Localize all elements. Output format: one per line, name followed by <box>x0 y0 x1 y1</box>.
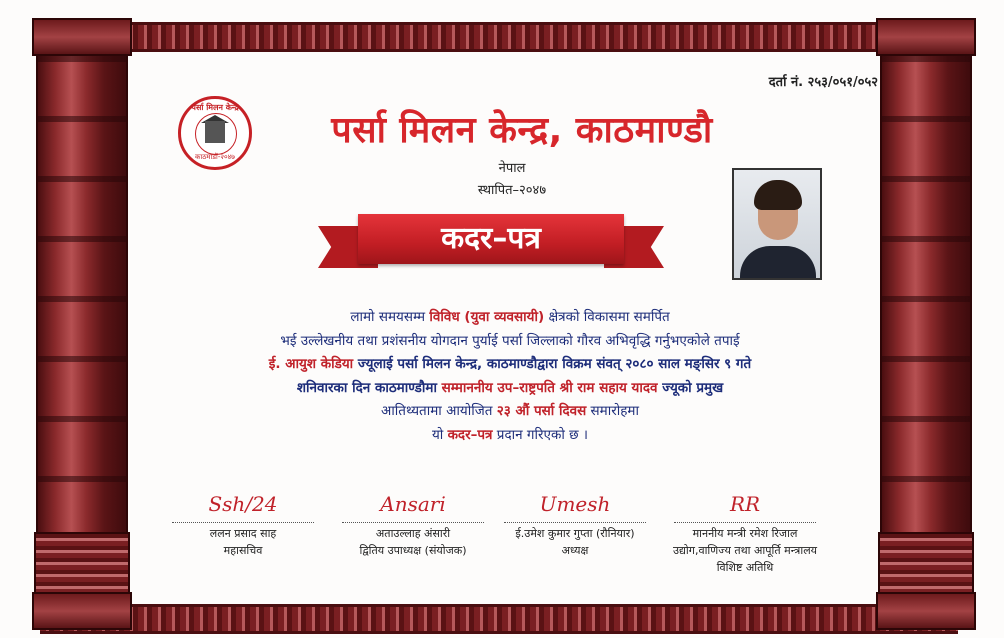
body-line-1: लामो समयसम्म विविध (युवा व्यवसायी) क्षेत्रको विकासमा समर्पित <box>350 309 670 325</box>
signature: Ssh/24 <box>208 492 278 516</box>
registration-number: दर्ता नं. २५३/०५१/०५२ <box>768 75 878 90</box>
signatory-name: ई.उमेश कुमार गुप्ता (रौनियार) <box>515 527 635 540</box>
established-year: स्थापित–२०४७ <box>477 183 547 198</box>
signature: Umesh <box>539 492 611 516</box>
signatory-general-secretary <box>158 486 328 558</box>
organization-name: पर्सा मिलन केन्द्र, काठमाण्डौ <box>331 110 713 151</box>
signatory-special-guest <box>660 486 830 575</box>
signatory-role: उद्योग,वाणिज्य तथा आपूर्ति मन्त्रालय <box>672 544 818 557</box>
signatory-vice-president <box>328 486 498 558</box>
signature: Ansari <box>380 492 446 516</box>
signatory-role: द्वितिय उपाध्यक्ष (संयोजक) <box>359 544 467 557</box>
body-line-6: यो कदर–पत्र प्रदान गरिएको छ । <box>431 426 589 443</box>
signatory-name: माननीय मन्त्री रमेश रिजाल <box>692 527 798 540</box>
top-border-ornament <box>40 22 958 52</box>
bottom-border-ornament <box>40 604 958 634</box>
certificate-body <box>230 306 790 447</box>
recipient-name: ई. आयुश केडिया <box>268 356 354 372</box>
country: नेपाल <box>498 161 526 176</box>
signatory-president <box>490 486 660 558</box>
organization-logo <box>178 96 252 170</box>
signatory-role-secondary: विशिष्ट अतिथि <box>716 561 774 574</box>
temple-icon <box>205 121 225 143</box>
logo-bottom-text: काठमाडौं-२०४७ <box>195 153 235 161</box>
certificate-title: कदर–पत्र <box>441 221 541 256</box>
left-pillar-ornament <box>36 18 128 630</box>
signatory-role: महासचिव <box>223 544 263 557</box>
signature: RR <box>729 492 761 516</box>
recipient-photo <box>732 168 822 280</box>
body-line-3: ई. आयुश केडिया ज्यूलाई पर्सा मिलन केन्द्र, काठमाण्डौद्वारा विक्रम संवत् २०८० साल मङ्सिर ९ गते <box>268 356 752 372</box>
body-line-5: आतिथ्यतामा आयोजित २३ औं पर्सा दिवस समारोहमा <box>381 403 639 419</box>
signatory-name: ललन प्रसाद साह <box>209 527 277 540</box>
right-pillar-ornament <box>880 18 972 630</box>
body-line-2: भई उल्लेखनीय तथा प्रशंसनीय योगदान पुर्याई पर्सा जिल्लाको गौरव अभिवृद्धि गर्नुभएकोले तपाई <box>280 332 740 349</box>
signatory-role: अध्यक्ष <box>561 544 589 557</box>
title-ribbon <box>318 210 664 276</box>
logo-top-text: पर्सा मिलन केन्द्र <box>191 103 239 112</box>
body-line-4: शनिवारका दिन काठमाण्डौमा सम्माननीय उप–राष्ट्रपति श्री राम सहाय यादव ज्यूको प्रमुख <box>296 379 724 396</box>
signatory-name: अताउल्लाह अंसारी <box>375 527 451 540</box>
